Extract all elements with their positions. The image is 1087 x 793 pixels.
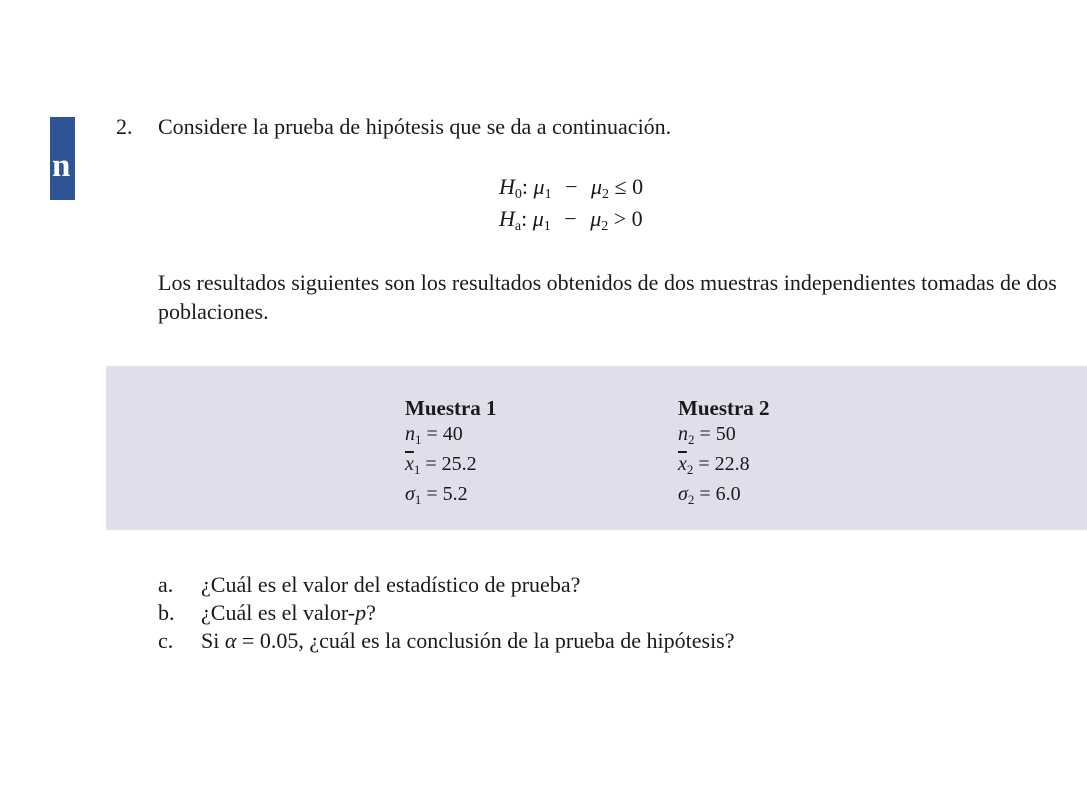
sample-2-sigma-sub: 2 bbox=[687, 492, 695, 507]
h0-symbol: H bbox=[499, 174, 515, 199]
ha-symbol: H bbox=[499, 206, 515, 231]
sample-1-xbar-sub: 1 bbox=[413, 462, 421, 477]
h0-value: 0 bbox=[632, 174, 644, 199]
ha-value: 0 bbox=[631, 206, 643, 231]
h0-minus: − bbox=[565, 174, 578, 199]
sample-1-xbar-var: $\overline{x}$ bbox=[405, 453, 414, 475]
question-a-label: a. bbox=[158, 572, 174, 597]
problem-number: 2. bbox=[116, 114, 133, 139]
ha-relation: > bbox=[613, 206, 627, 231]
sample-2-column bbox=[678, 395, 770, 512]
sample-2-sigma-row: $\sigma_2 = 6.0$ bbox=[678, 483, 741, 507]
sample-1-title: Muestra 1 bbox=[405, 396, 497, 420]
question-c-alpha: α bbox=[224, 628, 237, 653]
question-b-label: b. bbox=[158, 600, 175, 625]
sample-1-n-value: 40 bbox=[442, 423, 463, 445]
description-paragraph: Los resultados siguientes son los resultados obtenidos de dos muestras independientes tomadas de dos poblaciones. bbox=[158, 270, 1057, 324]
sample-2-xbar-var: $\overline{x}$ bbox=[678, 453, 687, 475]
sample-1-sigma-value: 5.2 bbox=[442, 483, 468, 505]
h0-relation: ≤ bbox=[614, 174, 627, 199]
h0-subscript: 0 bbox=[514, 187, 522, 202]
ha-minus: − bbox=[564, 206, 577, 231]
sample-1-column bbox=[405, 395, 497, 512]
sample-2-n-row: $n_2 = 50$ bbox=[678, 423, 736, 447]
sample-2-n-var: n bbox=[678, 423, 688, 445]
h0-mu1: μ bbox=[533, 174, 545, 199]
data-table-background bbox=[106, 366, 1087, 530]
question-a-text: ¿Cuál es el valor del estadístico de prueba? bbox=[201, 572, 581, 597]
sample-1-n-sub: 1 bbox=[415, 432, 422, 447]
sample-1-mean-value: 25.2 bbox=[441, 453, 477, 475]
sample-2-sigma-var: σ bbox=[678, 483, 688, 505]
sample-1-sigma-var: σ bbox=[405, 483, 415, 505]
sample-2-n-value: 50 bbox=[715, 423, 736, 445]
sample-1-n-row: $n_1 = 40$ bbox=[405, 423, 463, 447]
sample-1-sigma-sub: 1 bbox=[414, 492, 422, 507]
ha-mu2: μ bbox=[590, 206, 602, 231]
h0-mu2: μ bbox=[590, 174, 603, 199]
question-b-text-after: ? bbox=[366, 600, 376, 625]
sample-2-title: Muestra 2 bbox=[678, 396, 770, 420]
ha-mu2-sub: 2 bbox=[601, 219, 609, 234]
sample-2-n-sub: 2 bbox=[688, 432, 695, 447]
sample-1-sigma-row: $\sigma_1 = 5.2$ bbox=[405, 483, 468, 507]
ha-mu1: μ bbox=[532, 206, 544, 231]
sample-1-mean-row: $\overline{x}_1 = 25.2$ bbox=[405, 453, 477, 477]
sample-2-mean-value: 22.8 bbox=[714, 453, 750, 475]
chapter-tab-marker bbox=[50, 117, 75, 200]
ha-mu1-sub: 1 bbox=[543, 219, 551, 234]
question-c-label: c. bbox=[158, 628, 174, 653]
ha-subscript: a bbox=[514, 219, 522, 234]
problem-intro: Considere la prueba de hipótesis que se da a continuación. bbox=[158, 114, 672, 139]
sample-2-sigma-value: 6.0 bbox=[715, 483, 741, 505]
sample-2-xbar-sub: 2 bbox=[686, 462, 694, 477]
question-c-text-mid: = 0.05, ¿cuál es la conclusión de la prueba de hipótesis? bbox=[236, 628, 735, 653]
sample-1-n-var: n bbox=[405, 423, 415, 445]
sample-2-mean-row: $\overline{x}_2 = 22.8$ bbox=[678, 453, 750, 477]
question-b-p: p bbox=[355, 600, 367, 625]
question-c-text-before: Si bbox=[201, 628, 225, 653]
question-c-text bbox=[201, 627, 735, 655]
h0-mu2-sub: 2 bbox=[602, 187, 610, 202]
h0-mu1-sub: 1 bbox=[544, 187, 552, 202]
alternative-hypothesis: $H_a$: $\mu_1 - \mu_2 > 0$ bbox=[499, 206, 643, 234]
null-hypothesis: $H_0$: $\mu_1 - \mu_2 \le 0$ bbox=[499, 174, 644, 202]
question-b-text bbox=[201, 599, 376, 627]
chapter-tab-letter: n bbox=[52, 148, 71, 184]
question-b-text-before: ¿Cuál es el valor- bbox=[201, 600, 356, 625]
